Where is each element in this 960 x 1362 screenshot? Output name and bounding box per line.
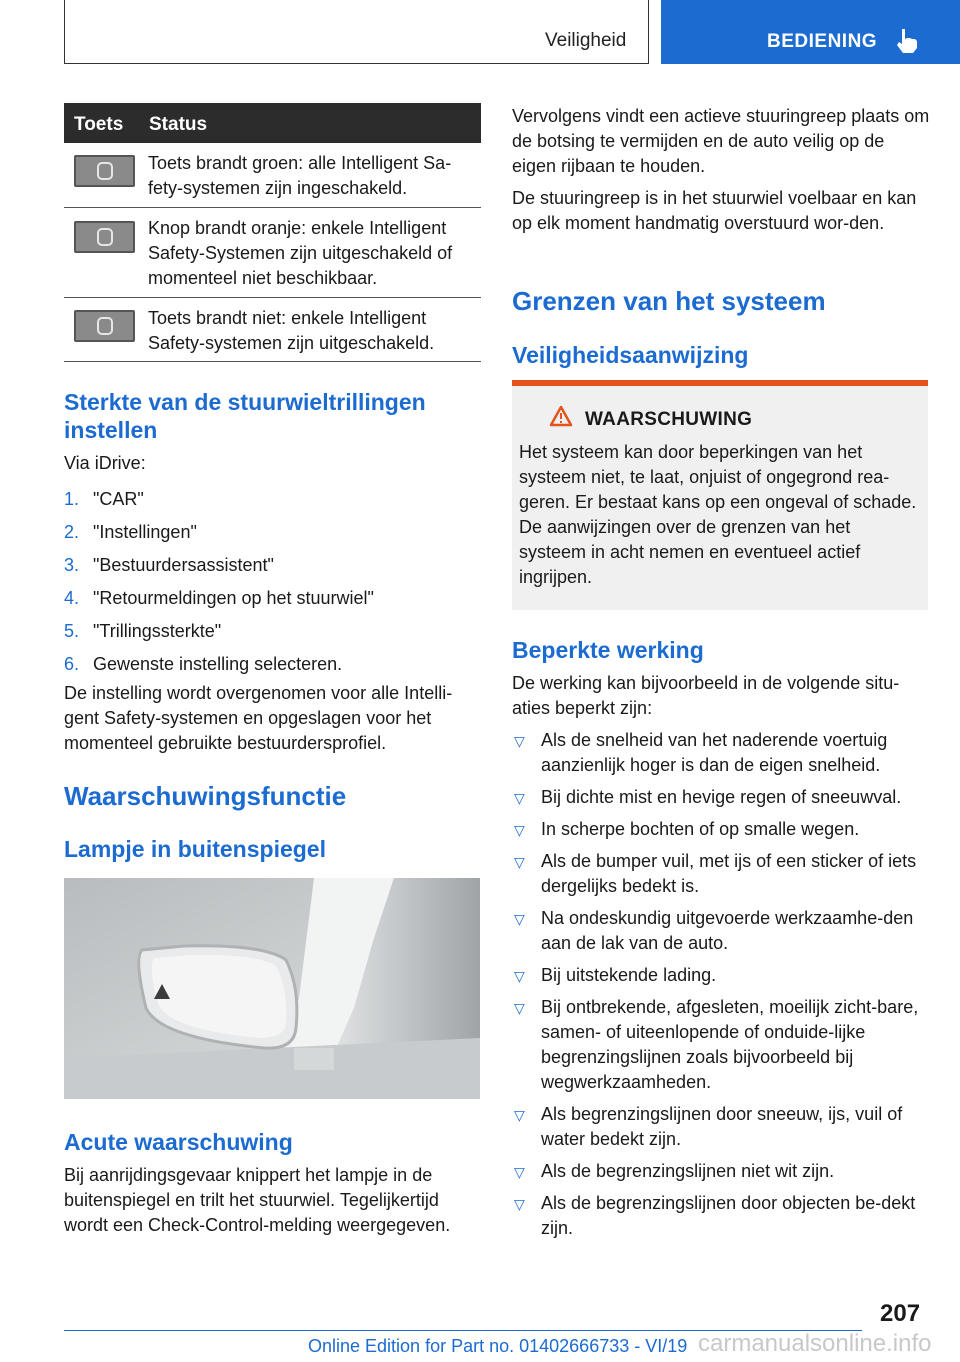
table-cell-status: Knop brandt oranje: enkele Intelligent Safety-Systemen zijn uitgeschakeld of momenteel niet beschikbaar. xyxy=(148,218,453,288)
list-item: ▽ Na ondeskundig uitgevoerde werkzaamhe-den aan de lak van de auto. xyxy=(514,908,914,953)
warning-label: WAARSCHUWING xyxy=(585,409,753,430)
table-col-toets: Toets xyxy=(74,114,124,135)
page-number: 207 xyxy=(880,1300,921,1327)
list-item: 3. "Bestuurdersassistent" xyxy=(64,555,274,575)
list-item: ▽ In scherpe bochten of op smalle wegen. xyxy=(512,817,928,842)
steps-list xyxy=(64,487,484,685)
warning-icon xyxy=(549,405,573,427)
subheading-beperkte: Beperkte werking xyxy=(512,637,704,663)
list-item: ▽ Bij dichte mist en hevige regen of sneeuwval. xyxy=(512,785,928,810)
via-idrive: Via iDrive: xyxy=(64,453,146,473)
list-item: 6. Gewenste instelling selecteren. xyxy=(64,654,343,674)
list-item: ▽ Als de bumper vuil, met ijs of een sticker of iets dergelijks bedekt is. xyxy=(514,851,917,896)
table-row xyxy=(64,208,481,298)
bullet-triangle-icon: ▽ xyxy=(514,1196,525,1212)
header-chapter-label: BEDIENING xyxy=(767,31,878,52)
list-item: ▽ Bij ontbrekende, afgesleten, moeilijk zicht-bare, samen- of uiteenlopende of onduide-lijke begrenzingslijnen zoals bijvoorbeeld bij wegwerkzaamheden. xyxy=(514,997,919,1092)
table-row xyxy=(64,143,481,208)
subheading-acute: Acute waarschuwing xyxy=(64,1129,293,1155)
bullet-triangle-icon: ▽ xyxy=(514,733,525,749)
table-row xyxy=(64,298,481,362)
list-item: ▽ Als de begrenzingslijnen niet wit zijn. xyxy=(512,1159,928,1184)
list-item: 4. "Retourmeldingen op het stuurwiel" xyxy=(64,588,374,608)
bullet-triangle-icon: ▽ xyxy=(514,911,525,927)
list-item: ▽ Als de begrenzingslijnen door objecten be-dekt zijn. xyxy=(514,1193,916,1238)
paragraph-acute: Bij aanrijdingsgevaar knippert het lampje in de buitenspiegel en trilt het stuurwiel. Tegelijkertijd wordt een Check-Control-melding weergegeven. xyxy=(64,1165,451,1235)
bullet-triangle-icon: ▽ xyxy=(514,1107,525,1123)
list-item: 2. "Instellingen" xyxy=(64,522,197,542)
list-item: ▽ Bij uitstekende lading. xyxy=(512,963,928,988)
table-header xyxy=(64,103,481,143)
paragraph-intro1: Vervolgens vindt een actieve stuuringreep plaats om de botsing te vermijden en de auto veilig op de eigen rijbaan te houden. xyxy=(512,106,930,176)
hand-icon xyxy=(893,26,921,54)
table-cell-status: Toets brandt niet: enkele Intelligent Safety-systemen zijn uitgeschakeld. xyxy=(148,308,435,353)
bullet-triangle-icon: ▽ xyxy=(514,1164,525,1180)
bullet-triangle-icon: ▽ xyxy=(514,968,525,984)
section-heading-waarschuwingsfunctie: Waarschuwingsfunctie xyxy=(64,781,347,811)
safety-button-icon xyxy=(74,221,135,253)
bullet-triangle-icon: ▽ xyxy=(514,854,525,870)
bullet-list xyxy=(512,728,928,1248)
bullet-triangle-icon: ▽ xyxy=(514,790,525,806)
table-col-status: Status xyxy=(149,114,208,135)
mirror-illustration xyxy=(64,878,480,1099)
subheading-veiligheidsaanwijzing: Veiligheidsaanwijzing xyxy=(512,342,749,368)
list-item: ▽ Als de snelheid van het naderende voertuig aanzienlijk hoger is dan de eigen snelheid. xyxy=(514,730,888,775)
safety-button-icon xyxy=(74,155,135,187)
paragraph-beperkte-intro: De werking kan bijvoorbeeld in de volgende situ-aties beperkt zijn: xyxy=(512,673,900,718)
footer-watermark: carmanualsonline.info xyxy=(698,1330,932,1357)
list-item: ▽ Als begrenzingslijnen door sneeuw, ijs, vuil of water bedekt zijn. xyxy=(514,1104,903,1149)
safety-button-icon xyxy=(74,310,135,342)
list-item: 1. "CAR" xyxy=(64,489,144,509)
warning-text: Het systeem kan door beperkingen van het systeem niet, te laat, onjuist of ongegrond rea-geren. Er bestaat kans op een ongeval of schade. De aanwijzingen over de grenzen van het systeem in acht nemen en eventueel actief ingrijpen. xyxy=(519,442,917,587)
section-heading-sterkte: Sterkte van de stuurwieltrillingen instellen xyxy=(64,389,426,443)
header-section-title: Veiligheid xyxy=(545,30,627,51)
list-item: 5. "Trillingssterkte" xyxy=(64,621,222,641)
bullet-triangle-icon: ▽ xyxy=(514,1000,525,1016)
footer-edition: Online Edition for Part no. 01402666733 - VI/19 xyxy=(308,1336,688,1356)
table-cell-status: Toets brandt groen: alle Intelligent Sa-fety-systemen zijn ingeschakeld. xyxy=(148,153,452,198)
section-heading-grenzen: Grenzen van het systeem xyxy=(512,286,826,316)
paragraph-instelling: De instelling wordt overgenomen voor alle Intelli-gent Safety-systemen en opgeslagen voor het momenteel gebruikte bestuurdersprofiel. xyxy=(64,683,453,753)
subheading-lampje: Lampje in buitenspiegel xyxy=(64,836,326,862)
paragraph-intro2: De stuuringreep is in het stuurwiel voelbaar en kan op elk moment handmatig overstuurd wor-den. xyxy=(512,188,917,233)
bullet-triangle-icon: ▽ xyxy=(514,822,525,838)
